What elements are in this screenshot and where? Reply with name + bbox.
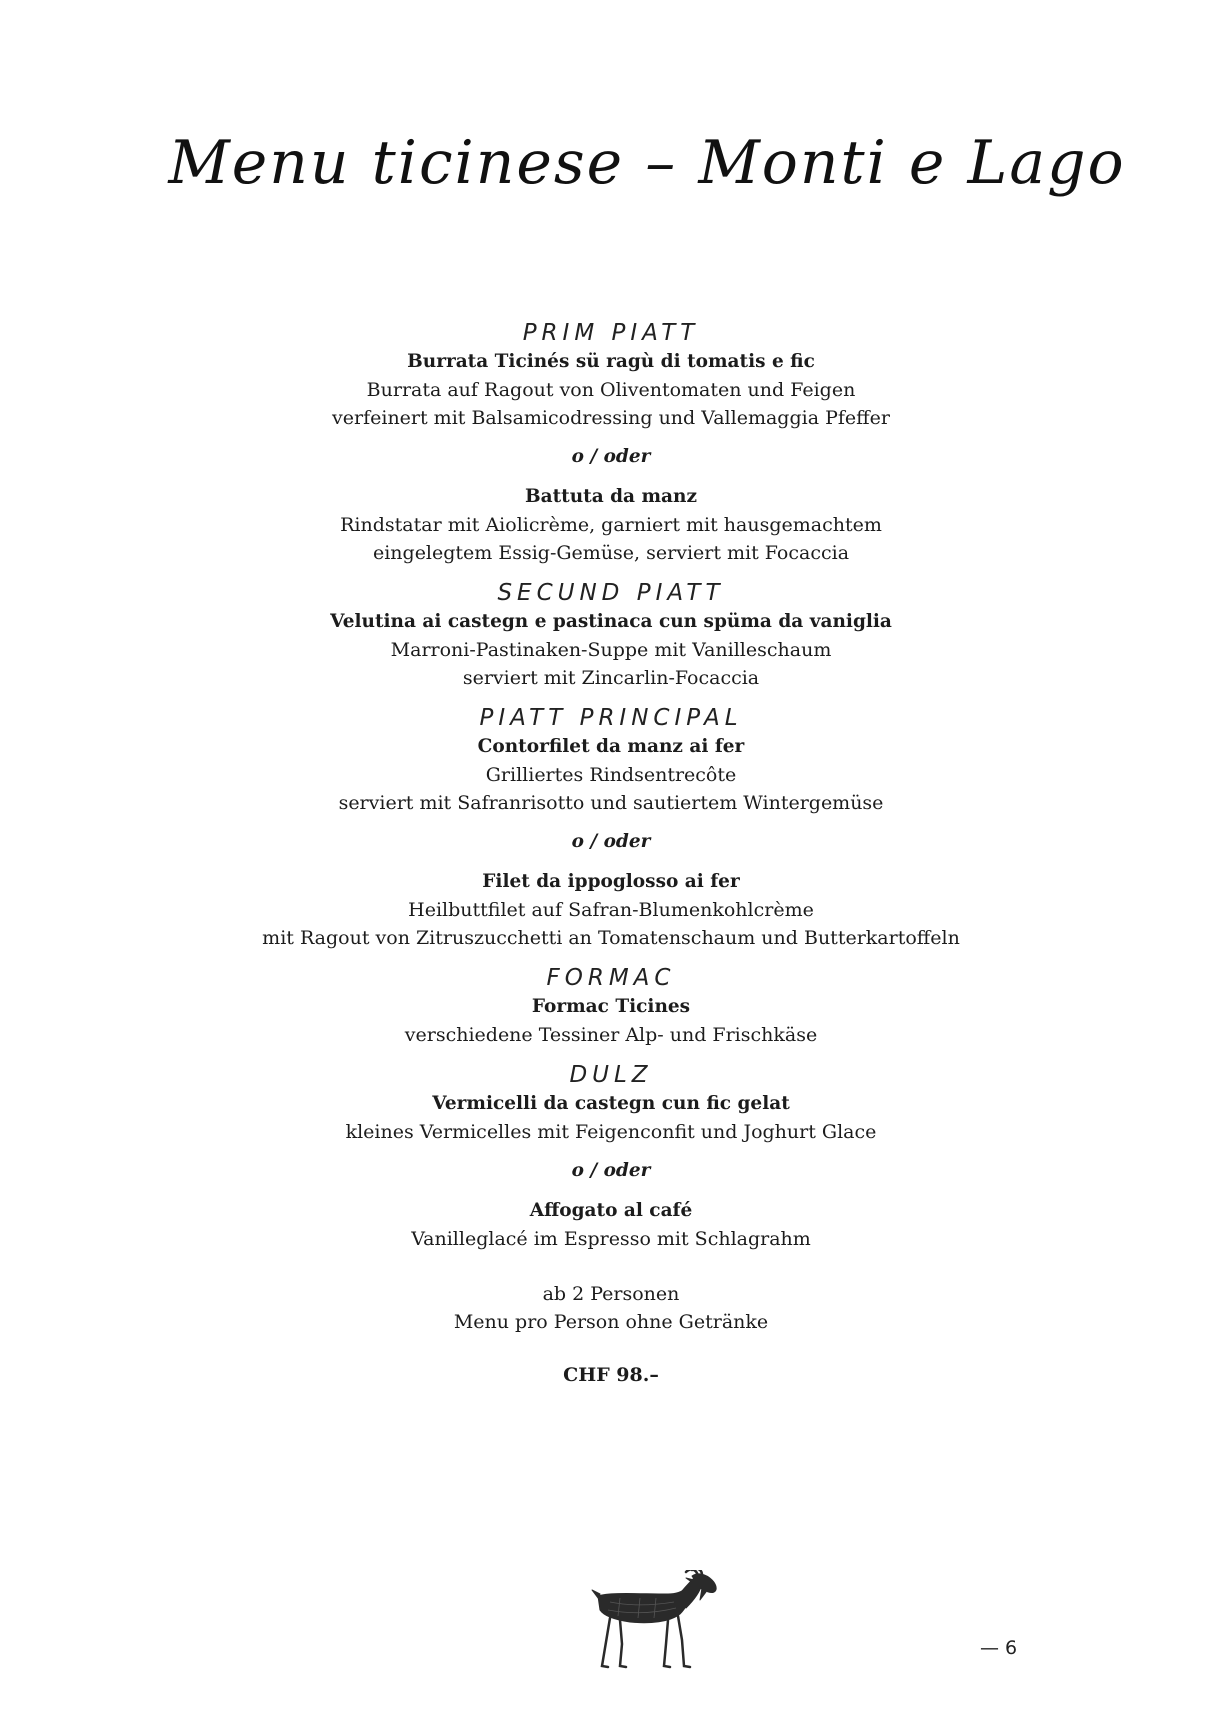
- dish-description: verschiedene Tessiner Alp- und Frischkäse: [404, 1024, 818, 1046]
- menu-item: [0, 1090, 1222, 1146]
- menu-item: [0, 608, 1222, 692]
- note-line: Menu pro Person ohne Getränke: [453, 1311, 769, 1333]
- dish-description: Rindstatar mit Aiolicrème, garniert mit hausgemachtem: [340, 514, 882, 536]
- dish-description: verfeinert mit Balsamicodressing und Vallemaggia Pfeffer: [332, 407, 890, 429]
- section-heading: DULZ: [569, 1062, 653, 1088]
- dish-name: Velutina ai castegn e pastinaca cun spüma da vaniglia: [330, 611, 892, 632]
- or-separator: o / oder: [571, 831, 651, 852]
- dish-description: eingelegtem Essig-Gemüse, serviert mit Focaccia: [372, 542, 850, 564]
- menu-body: [0, 318, 1222, 1389]
- page-title: Menu ticinese – Monti e Lago: [168, 128, 1126, 198]
- menu-item: [0, 993, 1222, 1049]
- section-heading: SECUND PIATT: [497, 580, 725, 606]
- dish-description: serviert mit Safranrisotto und sautiertem Wintergemüse: [338, 792, 884, 814]
- note-line: ab 2 Personen: [542, 1283, 680, 1305]
- dish-name: Filet da ippoglosso ai fer: [482, 871, 740, 892]
- menu-notes: [0, 1280, 1222, 1336]
- or-separator: o / oder: [571, 1160, 651, 1181]
- dish-name: Contorfilet da manz ai fer: [477, 736, 745, 757]
- section-heading: PRIM PIATT: [522, 320, 700, 346]
- menu-item: [0, 483, 1222, 567]
- dish-description: serviert mit Zincarlin-Focaccia: [462, 667, 760, 689]
- dish-name: Battuta da manz: [524, 486, 698, 507]
- section-heading: FORMAC: [546, 965, 676, 991]
- dish-description: mit Ragout von Zitruszucchetti an Tomatenschaum und Butterkartoffeln: [262, 927, 960, 949]
- menu-price: CHF 98.–: [563, 1364, 659, 1386]
- menu-item: [0, 733, 1222, 817]
- dish-description: Burrata auf Ragout von Oliventomaten und Feigen: [366, 379, 856, 401]
- menu-item: [0, 348, 1222, 432]
- menu-item: [0, 1197, 1222, 1253]
- section-heading: PIATT PRINCIPAL: [479, 705, 743, 731]
- dish-name: Burrata Ticinés sü ragù di tomatis e fic: [407, 351, 815, 372]
- menu-item: [0, 868, 1222, 952]
- dish-description: Heilbuttfilet auf Safran-Blumenkohlcrème: [408, 899, 814, 921]
- dish-description: kleines Vermicelles mit Feigenconfit und Joghurt Glace: [345, 1121, 877, 1143]
- dish-name: Vermicelli da castegn cun fic gelat: [432, 1093, 790, 1114]
- dish-description: Marroni-Pastinaken-Suppe mit Vanilleschaum: [390, 639, 832, 661]
- goat-icon: [590, 1570, 720, 1672]
- dish-name: Affogato al café: [529, 1200, 693, 1221]
- or-separator: o / oder: [571, 446, 651, 467]
- dish-name: Formac Ticines: [531, 996, 691, 1017]
- dish-description: Grilliertes Rindsentrecôte: [485, 764, 737, 786]
- page-number: — 6: [980, 1637, 1018, 1659]
- dish-description: Vanilleglacé im Espresso mit Schlagrahm: [411, 1228, 811, 1250]
